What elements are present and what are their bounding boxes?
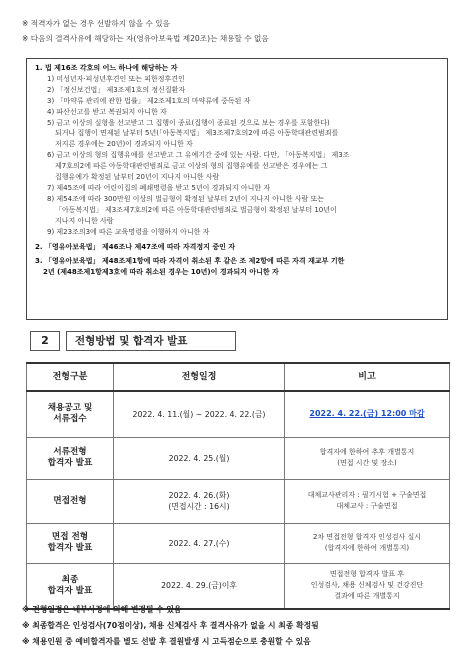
deadline-text: 2022. 4. 22.(금) 12:00 마감	[309, 409, 425, 419]
footnote: ※ 전형일정은 내부사정에 의해 변경될 수 있음	[22, 605, 182, 614]
list-item: 4) 파산선고를 받고 복권되지 아니한 자	[47, 107, 167, 116]
list-item: 9) 제23조의3에 따른 교육명령을 이행하지 아니한 자	[47, 227, 210, 236]
cell-text: 합격자 발표	[47, 543, 93, 553]
cell-text: 2022. 4. 11.(월) ~ 2022. 4. 22.(금)	[132, 409, 266, 419]
cell-text: 2022. 4. 26.(화)	[168, 491, 230, 500]
stage-cell	[27, 563, 114, 609]
note-line: ※ 다음의 결격사유에 해당하는 자(영유아보육법 제20조)는 채용할 수 없음	[22, 34, 269, 43]
list-item: 2. 「영유아보육법」 제46조나 제47조에 따라 자격정지 중인 자	[35, 242, 236, 251]
table-row	[27, 437, 450, 479]
list-item: 제7호의2에 따른 아동학대관련범죄로 금고 이상의 형의 집행유예를 선고받은 경우에는 그	[55, 162, 328, 171]
cell-text: 면접 전형	[51, 532, 89, 542]
table-row	[27, 391, 450, 437]
cell-text: 2022. 4. 25.(월)	[168, 453, 230, 463]
schedule-cell	[114, 563, 285, 609]
stage-cell	[27, 479, 114, 523]
list-item: 3. 「영유아보육법」 제48조제1항에 따라 자격이 취소된 후 같은 조 제2항에 따른 자격 재교부 기한	[35, 257, 345, 266]
note-cell	[285, 523, 450, 563]
schedule-cell	[114, 479, 285, 523]
cell-text: 2022. 4. 27.(수)	[168, 538, 230, 548]
cell-text: 면접전형 합격자 발표 후	[329, 570, 405, 579]
stage-cell	[27, 523, 114, 563]
cell-text: 서류전형	[53, 447, 87, 457]
table-row	[27, 563, 450, 609]
list-item: 8) 제54조에 따라 300만원 이상의 벌금형이 확정된 날부터 2년이 지나지 아니한 사람 또는	[47, 194, 324, 203]
list-item: 「아동복지법」 제3조제7호의2에 따른 아동학대관련범죄로 벌금형이 확정된 날부터 10년이	[55, 205, 337, 214]
schedule-cell	[114, 437, 285, 479]
cell-text: 2022. 4. 29.(금)이후	[161, 581, 237, 591]
cell-text: 대체교사 : 구술면접	[336, 502, 398, 510]
list-item: 집행유예가 확정된 날부터 20년이 지나지 아니한 사람	[55, 173, 220, 182]
column-header: 전형일정	[114, 363, 285, 391]
list-item: 1) 미성년자·피성년후견인 또는 피한정후견인	[47, 74, 185, 83]
cell-text: 2차 면접전형 합격자 인성검사 실시	[312, 533, 422, 541]
cell-text: 채용공고 및	[47, 403, 93, 414]
table-row	[27, 523, 450, 563]
disqualification-box	[26, 58, 448, 320]
stage-cell	[27, 437, 114, 479]
cell-text: 대체교사관리자 : 필기시험 + 구술면접	[307, 491, 427, 499]
list-item: 되거나 집행이 면제된 날부터 5년(「아동복지법」 제3조제7호의2에 따른 아동학대관련범죄를	[55, 129, 339, 138]
list-item: 2년 (제48조제1항제3호에 따라 취소된 경우는 10년)이 경과되지 아니한 자	[43, 268, 279, 277]
table-row	[27, 479, 450, 523]
footnote: ※ 최종합격은 인성검사(70점이상), 채용 신체검사 후 결격사유가 없을 시 최종 확정됨	[22, 621, 319, 630]
cell-text: 합격자 발표	[47, 458, 93, 468]
cell-text: 결과에 따른 개별통지	[334, 592, 400, 601]
cell-text: 면접전형	[53, 495, 87, 506]
schedule-table	[26, 362, 450, 610]
column-header: 비고	[285, 363, 450, 391]
list-item: 3) 「마약류 관리에 관한 법률」 제2조제1호의 마약류에 중독된 자	[47, 96, 251, 105]
schedule-cell	[114, 523, 285, 563]
note-cell	[285, 563, 450, 609]
box-heading: 1. 법 제16조 각호의 어느 하나에 해당하는 자	[35, 64, 178, 72]
list-item: 2) 「정신보건법」 제3조제1호의 정신질환자	[47, 85, 186, 94]
note-cell	[285, 479, 450, 523]
list-item: 5) 금고 이상의 실형을 선고받고 그 집행이 종료(집행이 종료된 것으로 보는 경우를 포함한다)	[47, 118, 330, 127]
list-item: 저지른 경우에는 20년)이 경과되지 아니한 자	[55, 140, 193, 149]
stage-cell	[27, 391, 114, 437]
cell-text: (면접 시간 및 장소)	[337, 459, 397, 467]
section-number: 2	[30, 331, 60, 351]
footnote: ※ 채용인원 중 예비합격자를 별도 선발 후 결원발생 시 고득점순으로 충원할 수 있음	[22, 637, 311, 646]
schedule-cell	[114, 391, 285, 437]
section-title: 전형방법 및 합격자 발표	[66, 331, 236, 351]
cell-text: 인성검사, 채용 신체검사 및 건강진단	[310, 581, 424, 590]
note-cell	[285, 391, 450, 437]
cell-text: 합격자 발표	[47, 585, 93, 596]
list-item: 지나지 아니한 사람	[55, 216, 114, 225]
list-item: 7) 제45조에 따라 어린이집의 폐쇄명령을 받고 5년이 경과되지 아니한 자	[47, 183, 271, 192]
list-item: 6) 금고 이상의 형의 집행유예를 선고받고 그 유예기간 중에 있는 사람. 다만, 「아동복지법」 제3조	[47, 151, 350, 160]
column-header: 전형구분	[27, 363, 114, 391]
note-line: ※ 적격자가 없는 경우 선발하지 않을 수 있음	[22, 19, 170, 28]
cell-text: 서류접수	[53, 414, 87, 425]
cell-text: (면접시간 : 16시)	[168, 502, 230, 511]
cell-text: (합격자에 한하여 개별통지)	[324, 544, 410, 552]
note-cell	[285, 437, 450, 479]
cell-text: 최종	[61, 574, 79, 585]
table-header-row	[27, 363, 450, 391]
cell-text: 합격자에 한하여 추후 개별통지	[319, 448, 415, 456]
